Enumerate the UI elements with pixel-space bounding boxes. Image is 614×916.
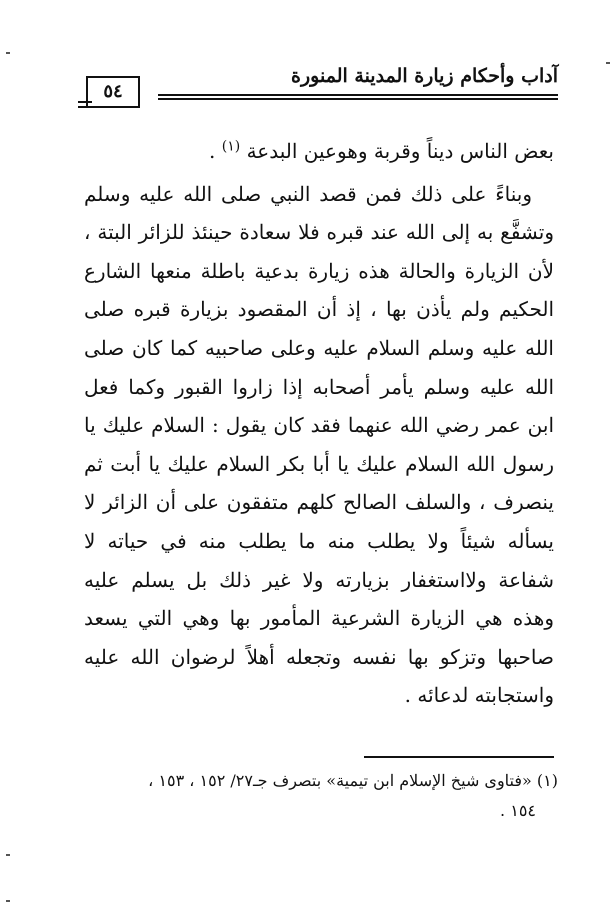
header-rule-bottom <box>158 98 558 100</box>
text-line: صاحبها وتزكو بها نفسه وتجعله أهلاً لرضوان الله عليه <box>84 644 554 669</box>
text-line: وتشفَّع به إلى الله عند قبره فلا سعادة حينئذ للزائر البتة ، <box>84 220 554 245</box>
footnote-1-line-2: ١٥٤ . <box>500 801 536 820</box>
text-line: الحكيم ولم يأذن بها ، إذ أن المقصود بزيارة قبره صلى <box>84 297 554 322</box>
running-header <box>78 64 558 112</box>
footnotes <box>84 766 558 826</box>
scan-margin-mark <box>6 900 10 902</box>
text-line: لأن الزيارة والحالة هذه زيارة بدعية باطلة منعها الشارع <box>84 258 554 283</box>
page-number <box>86 76 140 108</box>
text-line: الزائر لا يسأله شيئاً ولا يطلب منه ما يطلب منه في حياته <box>84 490 554 553</box>
footnote-1-line-1: (١) «فتاوى شيخ الإسلام ابن تيمية» بتصرف جـ٢٧/ ١٥٢ ، ١٥٣ ، <box>148 771 558 790</box>
page-number-text: ٥٤ <box>103 81 123 102</box>
text-line: الله عليه وسلم السلام عليه وعلى صاحبيه كما كان صلى <box>84 335 554 360</box>
header-rule-top <box>158 94 558 96</box>
paragraph-continuation-end: . <box>209 139 222 163</box>
text-line: يا رسول الله السلام عليك يا أبا بكر السلام عليك يا أبت <box>84 413 554 476</box>
paragraph-main <box>84 175 554 715</box>
text-line: وهذه هي الزيارة الشرعية المأمور بها وهي التي يسعد <box>84 606 554 631</box>
main-text <box>84 132 554 715</box>
paragraph-continuation <box>84 132 554 171</box>
page-number-dash-bottom <box>78 106 92 108</box>
scan-margin-mark <box>6 854 10 856</box>
text-line: واستجابته لدعائه . <box>404 683 554 708</box>
running-header-title: آداب وأحكام زيارة المدينة المنورة <box>291 65 558 87</box>
scan-margin-mark <box>606 62 610 64</box>
text-line: الله عليه وسلم يأمر أصحابه إذا زاروا القبور وكما فعل <box>84 374 554 399</box>
text-line: ثم ينصرف ، والسلف الصالح كلهم متفقون على أن <box>84 451 554 515</box>
page-number-dash-top <box>78 101 92 103</box>
text-line: لا شفاعة ولااستغفار بزيارته ولا غير ذلك بل يسلم عليه <box>84 528 554 592</box>
text-line: وبناءً على ذلك فمن قصد النبي صلى الله عليه وسلم <box>84 181 532 206</box>
scan-margin-mark <box>6 52 10 54</box>
footnote-reference: (١) <box>221 138 241 155</box>
text-line: ابن عمر رضي الله عنهما فقد كان يقول : السلام عليك <box>102 413 554 438</box>
paragraph-continuation-text: بعض الناس ديناً وقربة وهوعين البدعة <box>246 139 554 163</box>
footnote-separator <box>364 756 554 758</box>
